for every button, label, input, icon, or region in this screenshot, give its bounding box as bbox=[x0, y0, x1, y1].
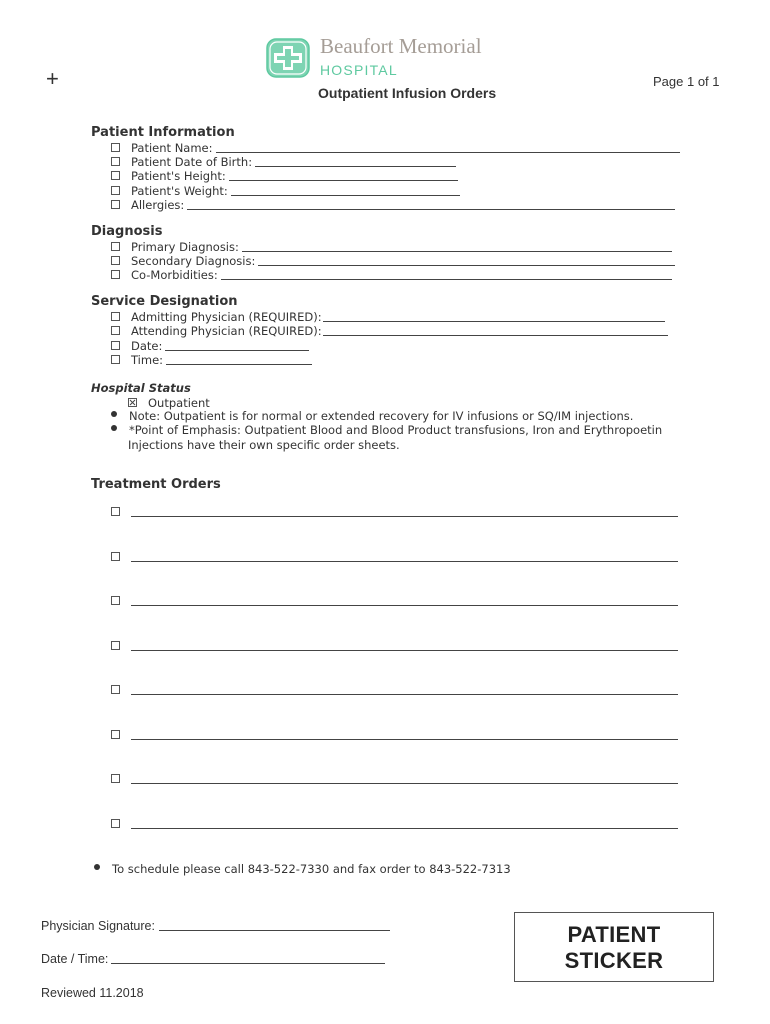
entry-line[interactable] bbox=[216, 151, 680, 153]
checkbox[interactable] bbox=[111, 326, 120, 335]
treatment-order-row[interactable] bbox=[111, 555, 678, 564]
entry-line[interactable] bbox=[258, 264, 675, 266]
treatment-order-row[interactable] bbox=[111, 733, 678, 742]
service-heading: Service Designation bbox=[91, 294, 238, 309]
patient-dob-field[interactable] bbox=[111, 155, 456, 169]
attending-physician-field[interactable] bbox=[111, 324, 668, 338]
patient-sticker-box bbox=[514, 912, 714, 982]
entry-line[interactable] bbox=[187, 208, 675, 210]
patient-weight-field[interactable] bbox=[111, 184, 460, 198]
physician-signature-field[interactable] bbox=[41, 919, 390, 933]
reviewed-date: Reviewed 11.2018 bbox=[41, 986, 144, 1000]
option-label: Outpatient bbox=[148, 396, 210, 410]
checkbox[interactable] bbox=[111, 641, 120, 650]
page-number: Page 1 of 1 bbox=[653, 74, 720, 89]
entry-line[interactable] bbox=[131, 560, 678, 562]
field-label: Co-Morbidities: bbox=[131, 268, 218, 282]
signature-line[interactable] bbox=[159, 929, 390, 931]
entry-line[interactable] bbox=[229, 179, 458, 181]
patient-info-heading: Patient Information bbox=[91, 125, 235, 140]
entry-line[interactable] bbox=[323, 334, 668, 336]
entry-line[interactable] bbox=[131, 604, 678, 606]
entry-line[interactable] bbox=[131, 738, 678, 740]
signature-label: Physician Signature: bbox=[41, 919, 155, 933]
admitting-physician-field[interactable] bbox=[111, 310, 665, 324]
datetime-line[interactable] bbox=[111, 962, 385, 964]
treatment-order-row[interactable] bbox=[111, 777, 678, 786]
entry-line[interactable] bbox=[131, 515, 678, 517]
checkbox[interactable] bbox=[111, 730, 120, 739]
hospital-status-heading: Hospital Status bbox=[91, 381, 191, 395]
patient-name-field[interactable] bbox=[111, 141, 680, 155]
checkbox[interactable] bbox=[111, 341, 120, 350]
checkbox[interactable] bbox=[111, 242, 120, 251]
treatment-heading: Treatment Orders bbox=[91, 477, 221, 492]
entry-line[interactable] bbox=[255, 165, 456, 167]
checkbox[interactable] bbox=[111, 819, 120, 828]
entry-line[interactable] bbox=[131, 827, 678, 829]
field-label: Attending Physician (REQUIRED): bbox=[131, 324, 322, 338]
entry-line[interactable] bbox=[231, 194, 460, 196]
cross-icon bbox=[266, 38, 310, 78]
note-text: *Point of Emphasis: Outpatient Blood and Blood Product transfusions, Iron and Erythropoetin bbox=[129, 423, 663, 437]
outpatient-option[interactable] bbox=[128, 396, 210, 410]
entry-line[interactable] bbox=[165, 349, 309, 351]
entry-line[interactable] bbox=[131, 782, 678, 784]
outpatient-note bbox=[111, 409, 633, 424]
checkbox[interactable] bbox=[111, 256, 120, 265]
field-label: Patient's Height: bbox=[131, 169, 226, 183]
treatment-order-row[interactable] bbox=[111, 599, 678, 608]
schedule-note-text: To schedule please call 843-522-7330 and fax order to 843-522-7313 bbox=[112, 862, 511, 876]
field-label: Allergies: bbox=[131, 198, 185, 212]
checkbox[interactable] bbox=[111, 507, 120, 516]
checkbox[interactable] bbox=[111, 552, 120, 561]
emphasis-note bbox=[111, 423, 662, 438]
plus-mark: + bbox=[46, 66, 59, 91]
field-label: Primary Diagnosis: bbox=[131, 240, 239, 254]
primary-diagnosis-field[interactable] bbox=[111, 240, 672, 254]
entry-line[interactable] bbox=[221, 278, 672, 280]
entry-line[interactable] bbox=[323, 320, 665, 322]
note-text: Note: Outpatient is for normal or extended recovery for IV infusions or SQ/IM injections. bbox=[129, 409, 634, 423]
checkbox[interactable] bbox=[111, 171, 120, 180]
page-title: Outpatient Infusion Orders bbox=[318, 85, 497, 101]
treatment-order-row[interactable] bbox=[111, 822, 678, 831]
checkbox[interactable] bbox=[111, 186, 120, 195]
checkbox[interactable] bbox=[111, 200, 120, 209]
emphasis-note-continued: Injections have their own specific order sheets. bbox=[128, 438, 400, 452]
checkbox[interactable] bbox=[111, 312, 120, 321]
entry-line[interactable] bbox=[166, 363, 312, 365]
field-label: Time: bbox=[131, 353, 164, 367]
checkbox[interactable] bbox=[111, 157, 120, 166]
checkbox[interactable] bbox=[111, 355, 120, 364]
patient-height-field[interactable] bbox=[111, 169, 458, 183]
treatment-order-row[interactable] bbox=[111, 688, 678, 697]
checkbox[interactable] bbox=[111, 774, 120, 783]
patient-sticker-label: PATIENT STICKER bbox=[564, 922, 664, 973]
logo-name: Beaufort Memorial bbox=[320, 34, 482, 58]
diagnosis-heading: Diagnosis bbox=[91, 224, 163, 239]
bullet-icon bbox=[111, 411, 117, 417]
field-label: Date: bbox=[131, 339, 163, 353]
allergies-field[interactable] bbox=[111, 198, 675, 212]
checkbox[interactable] bbox=[111, 685, 120, 694]
treatment-order-row[interactable] bbox=[111, 644, 678, 653]
treatment-order-row[interactable] bbox=[111, 510, 678, 519]
datetime-label: Date / Time: bbox=[41, 952, 109, 966]
entry-line[interactable] bbox=[242, 250, 672, 252]
field-label: Secondary Diagnosis: bbox=[131, 254, 256, 268]
secondary-diagnosis-field[interactable] bbox=[111, 254, 675, 268]
checked-checkbox[interactable] bbox=[128, 398, 137, 407]
checkbox[interactable] bbox=[111, 143, 120, 152]
field-label: Patient Name: bbox=[131, 141, 213, 155]
field-label: Patient's Weight: bbox=[131, 184, 228, 198]
checkbox[interactable] bbox=[111, 270, 120, 279]
field-label: Admitting Physician (REQUIRED): bbox=[131, 310, 322, 324]
comorbidities-field[interactable] bbox=[111, 268, 672, 282]
field-label: Patient Date of Birth: bbox=[131, 155, 253, 169]
bullet-icon bbox=[111, 425, 117, 431]
logo-subtitle: HOSPITAL bbox=[320, 62, 398, 78]
checkbox[interactable] bbox=[111, 596, 120, 605]
schedule-note bbox=[94, 862, 511, 877]
entry-line[interactable] bbox=[131, 693, 678, 695]
datetime-field[interactable] bbox=[41, 952, 385, 966]
entry-line[interactable] bbox=[131, 649, 678, 651]
bullet-icon bbox=[94, 864, 100, 870]
time-field[interactable] bbox=[111, 353, 312, 367]
date-field[interactable] bbox=[111, 339, 309, 353]
